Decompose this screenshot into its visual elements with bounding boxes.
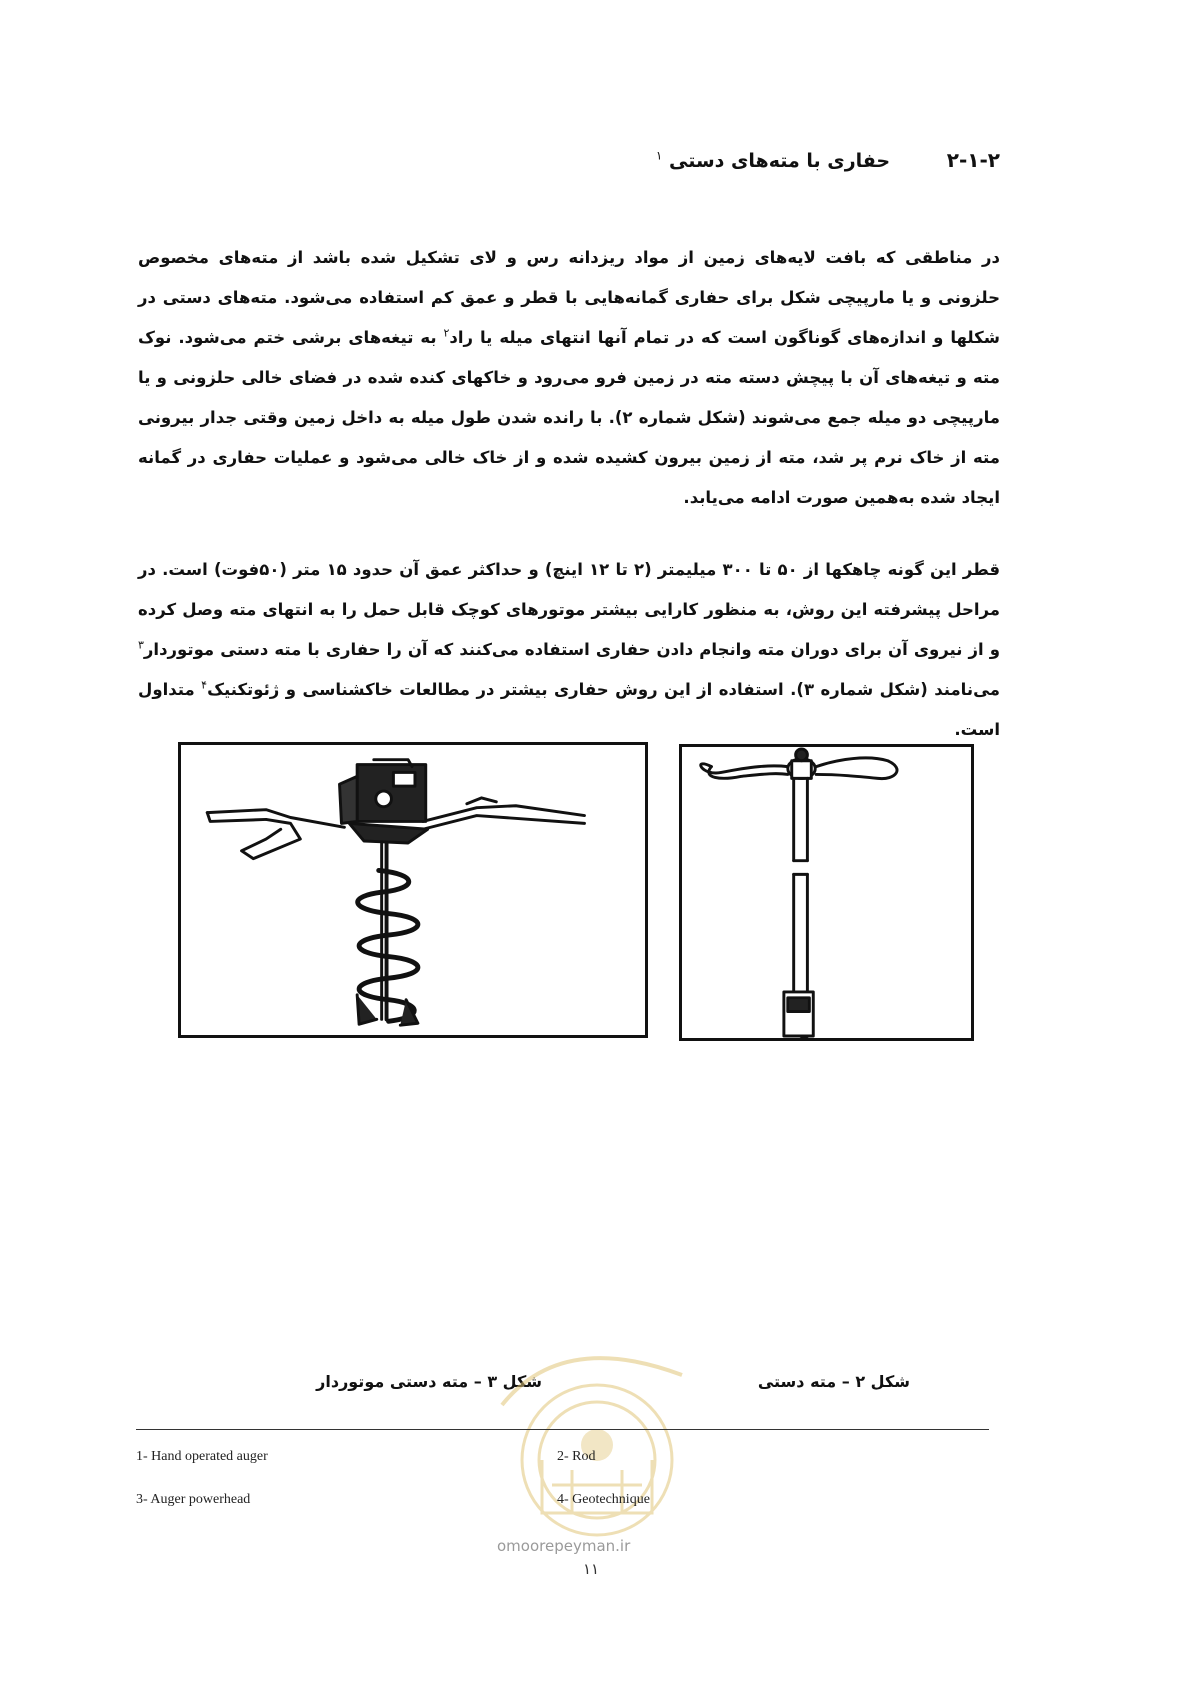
- footnote-ref-3: ۳: [138, 638, 144, 652]
- section-title: حفاری با مته‌های دستی: [668, 150, 891, 172]
- footnote-ref-1: ۱: [655, 148, 663, 163]
- paragraph-text: قطر این گونه چاهکها از ۵۰ تا ۳۰۰ میلیمتر (۲ تا ۱۲ اینچ) و حداکثر عمق آن حدود ۱۵ متر (۵۰فوت) است. در مراحل پیشرفته این روش، به منظور کارایی بیشتر موتورهای کوچک قابل حمل را به انتهای مته وصل کرده و از نیروی آن برای دوران مته وانجام دادن حفاری استفاده می‌کنند که آن را حفاری با مته دستی موتوردار: [138, 560, 1001, 659]
- footnote-2: 2- Rod: [557, 1449, 596, 1464]
- figure-powered-auger: [178, 742, 648, 1038]
- footnote-3: 3- Auger powerhead: [136, 1492, 251, 1507]
- footnote-4: 4- Geotechnique: [557, 1492, 650, 1507]
- paragraph-hand-auger: [138, 238, 1000, 518]
- footnote-ref-2: ۲: [443, 326, 450, 340]
- section-heading: [300, 148, 1000, 172]
- page-number: ۱۱: [583, 1560, 600, 1578]
- paragraph-text: در مناطقی که بافت لایه‌های زمین از مواد ریزدانه رس و لای تشکیل شده باشد از مته‌های مخصوص حلزونی و یا مارپیچی شکل برای حفاری گمانه‌هایی با قطر و عمق کم استفاده می‌شود. مته‌های دستی در شکلها و اندازه‌های گوناگون است که در تمام آنها انتهای میله یا راد: [138, 248, 1000, 347]
- paragraph-text: متداول است.: [138, 680, 1000, 739]
- footnote-ref-4: ۴: [201, 678, 208, 692]
- footnote-1: 1- Hand operated auger: [136, 1449, 268, 1464]
- section-number: ۲-۱-۲: [946, 148, 1000, 172]
- figure-2-caption: شکل ۲ – مته دستی: [757, 1372, 910, 1391]
- hand-auger-drawing: [682, 747, 971, 1038]
- footnote-divider: [136, 1429, 989, 1430]
- paragraph-powered-auger: [138, 550, 1000, 750]
- figure-3-caption: شکل ۳ – مته دستی موتوردار: [316, 1372, 542, 1391]
- paragraph-text: به تیغه‌های برشی ختم می‌شود. نوک مته و تیغه‌های آن با پیچش دسته مته در زمین فرو می‌رود و خاکهای کنده شده در فضای خالی حلزونی و یا مارپیچی دو میله جمع می‌شوند (شکل شماره ۲). با رانده شدن طول میله به داخل زمین وقتی جدار بیرونی مته از خاک نرم پر شد، مته از زمین بیرون کشیده شده و از خاک خالی می‌شود و عملیات حفاری در گمانه ایجاد شده به‌همین صورت ادامه می‌یابد.: [138, 328, 1000, 507]
- watermark-url: omoorepeyman.ir: [497, 1537, 631, 1555]
- paragraph-text: می‌نامند (شکل شماره ۳). استفاده از این روش حفاری بیشتر در مطالعات خاکشناسی و ژئوتکنیک: [207, 680, 1000, 699]
- figure-hand-auger: [679, 744, 974, 1041]
- powered-auger-drawing: [181, 745, 645, 1035]
